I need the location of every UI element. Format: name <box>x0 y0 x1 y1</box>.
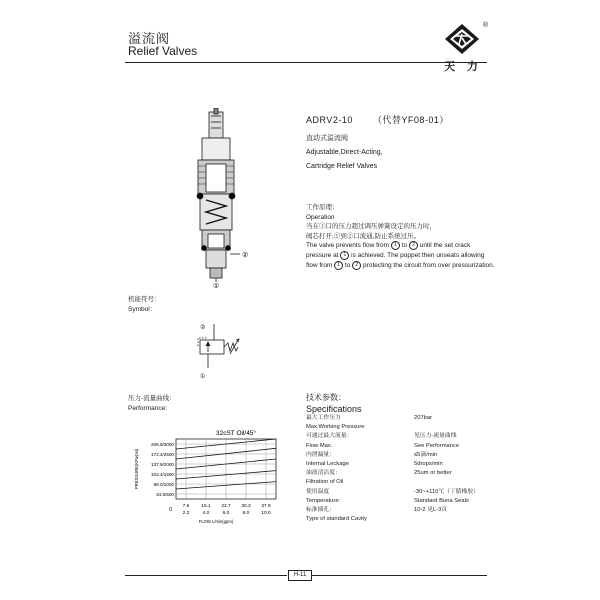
registered-mark: ® <box>482 22 488 29</box>
spec-label: 使用温度 <box>306 488 330 495</box>
spec-label: Max.Working Pressure <box>306 424 365 431</box>
port-1-circle: 1 <box>334 261 343 270</box>
product-description <box>306 132 383 174</box>
x-tick-label: 15.1 <box>201 504 211 509</box>
x-tick-label: 7.6 <box>182 504 190 509</box>
spec-value: 207bar <box>414 415 433 421</box>
spec-label: 可通过最大流量： <box>306 433 353 440</box>
symbol-port-1: ① <box>200 374 206 380</box>
port-1-circle: 1 <box>391 241 400 250</box>
brand-logo <box>438 22 486 74</box>
product-type-cn: 直动式溢流阀 <box>306 135 348 142</box>
hydraulic-symbol <box>196 318 256 382</box>
brand-name: 天 力 <box>444 60 482 73</box>
spec-label: Type of standard Cavity <box>306 516 367 523</box>
port-1-circle: 1 <box>340 251 349 260</box>
spec-row <box>306 432 496 441</box>
y-tick-label: 103.4/1500 <box>151 471 174 477</box>
port-1-label: ① <box>213 283 220 288</box>
spec-label: 油液清洁度： <box>306 470 341 477</box>
footer-rule <box>125 575 287 576</box>
specifications-table <box>306 414 496 524</box>
spec-label: Internal Leckage <box>306 460 349 467</box>
operation-text-en-3: flow from 1 to 2 protecting the circuit from over pressurization. <box>306 262 495 270</box>
y-tick-label: 172.4/2500 <box>151 451 174 457</box>
operation-section <box>306 203 495 271</box>
y-tick-label: 34.5/500 <box>156 491 174 497</box>
symbol-label-en: Symbol： <box>128 306 157 313</box>
model-number: ADRV2-10 <box>306 115 353 125</box>
footer-rule <box>312 575 487 576</box>
y-tick-label: 69.0/1000 <box>153 481 174 487</box>
spec-label: 内泄漏量： <box>306 451 335 458</box>
tianli-emblem-icon <box>442 22 482 56</box>
model-line <box>306 115 449 125</box>
spec-row <box>306 515 496 524</box>
x-tick-label: 22.7 <box>221 504 231 509</box>
header-rule <box>125 62 487 63</box>
product-type-en-2: Cartridge Relief Valves <box>306 163 378 170</box>
spec-value: 5drops/min <box>414 460 443 467</box>
spec-value: 25um or better <box>414 470 452 477</box>
y-axis-title: PRESSURE(KPa/psi) <box>134 448 139 490</box>
spec-row <box>306 469 496 478</box>
x-tick-label: 30.3 <box>241 504 251 509</box>
spec-label: Temperature: <box>306 497 341 504</box>
spec-heading-cn: 技术参数： <box>306 393 346 402</box>
origin-label: 0 <box>169 507 172 513</box>
port-2-circle: 2 <box>352 261 361 270</box>
spec-row <box>306 497 496 506</box>
operation-text-cn-2: 阀芯打开,①到②口流通,防止系统过压。 <box>306 232 421 240</box>
model-replaces: （代替YF08-01） <box>372 115 449 125</box>
x-tick-label-gpm: 6.0 <box>222 511 230 516</box>
symbol-label <box>128 295 161 315</box>
section-title-en: Relief Valves <box>128 44 198 58</box>
spec-row <box>306 460 496 469</box>
x-axis-title: FLOW L/min(gpm) <box>198 519 234 524</box>
chart-title: 32cST Oil/45° <box>215 430 257 437</box>
x-tick-label-gpm: 10.0 <box>261 511 271 516</box>
x-tick-label-gpm: 2.2 <box>182 511 190 516</box>
spec-row <box>306 451 496 460</box>
port-2-circle: 2 <box>409 241 418 250</box>
performance-label-cn: 压力-流量曲线： <box>128 395 176 402</box>
valve-cross-section <box>180 108 270 288</box>
x-tick-label-gpm: 8.0 <box>242 511 250 516</box>
performance-label-en: Performance: <box>128 405 168 412</box>
y-tick-label: 206.9/3000 <box>151 441 174 447</box>
spec-label: Filtration of Oil <box>306 479 344 486</box>
symbol-label-cn: 机能符号： <box>128 296 161 303</box>
spec-value: Standard Buna Seals <box>414 497 469 504</box>
symbol-port-2: ② <box>200 325 206 331</box>
performance-label <box>128 394 176 414</box>
spec-value: 见压力-流量曲线 <box>414 433 457 440</box>
operation-text-en-2: pressure at 1 is achieved. The poppet then unseats allowing <box>306 252 485 260</box>
y-tick-label: 137.9/2000 <box>151 461 174 467</box>
spec-label: Flow Max. <box>306 442 333 449</box>
spec-row <box>306 414 496 423</box>
x-tick-label-gpm: 4.0 <box>202 511 210 516</box>
spec-heading-en: Specifications <box>306 404 362 414</box>
x-tick-label: 37.9 <box>261 504 271 509</box>
spec-row <box>306 488 496 497</box>
performance-chart <box>130 425 300 543</box>
operation-text-cn-1: 当在①口的压力超过调压弹簧设定的压力时， <box>306 223 436 231</box>
spec-label: 标准插孔： <box>306 506 335 513</box>
operation-heading-cn: 工作原理： <box>306 204 339 211</box>
spec-value: See Performance <box>414 442 460 449</box>
spec-row <box>306 506 496 515</box>
page-number: H-11 <box>288 570 312 581</box>
operation-text-en-1: The valve prevents flow from 1 to 2 until the set crack <box>306 242 471 250</box>
product-type-en-1: Adjustable,Direct-Acting, <box>306 149 383 156</box>
spec-row <box>306 442 496 451</box>
spec-row <box>306 478 496 487</box>
spec-value: ≤5滴/min <box>414 451 438 458</box>
spec-row <box>306 423 496 432</box>
spec-label: 最大工作压力 <box>306 415 341 421</box>
specifications-heading <box>306 392 362 415</box>
operation-heading-en: Operation <box>306 213 335 221</box>
section-title-cn: 溢流阀 <box>128 32 171 47</box>
spec-value: 10-2 见L-3页 <box>414 506 448 513</box>
spec-value: -30~+110℃（丁腈橡胶） <box>414 488 479 495</box>
port-2-label: ② <box>242 252 249 259</box>
